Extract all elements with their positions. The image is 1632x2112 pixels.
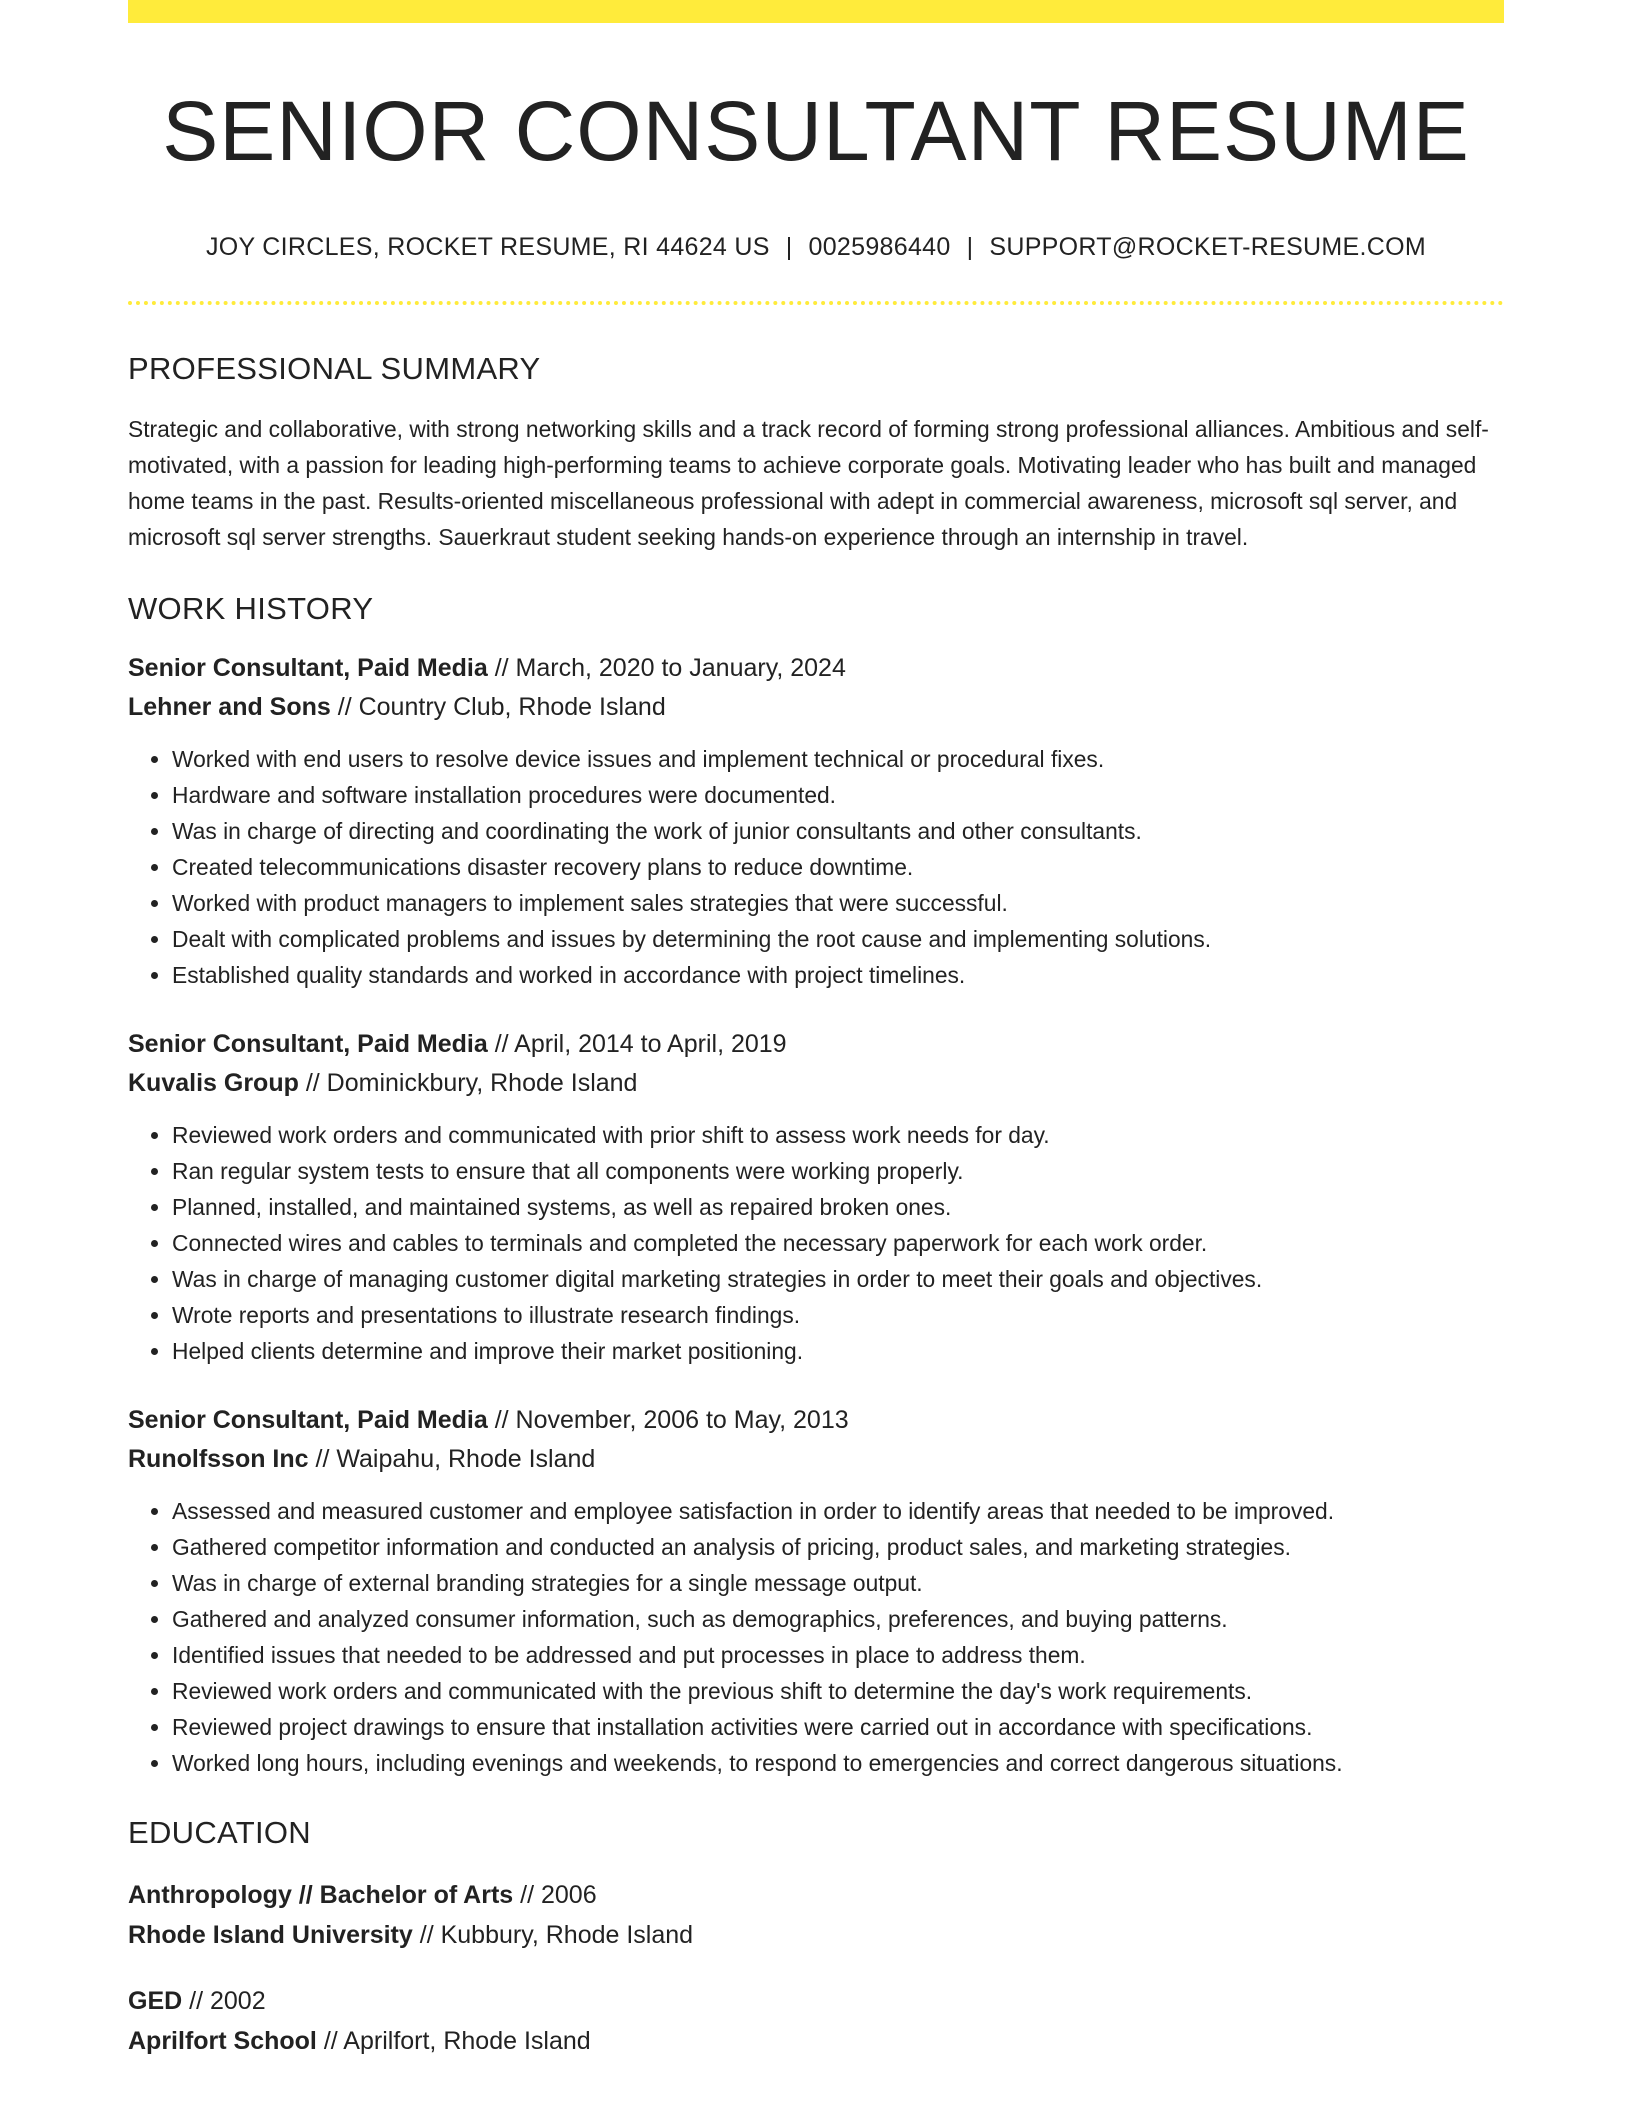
bullet-item: • Wrote reports and presentations to illustrate research findings. bbox=[172, 1297, 1504, 1333]
job-dates: // April, 2014 to April, 2019 bbox=[494, 1030, 787, 1059]
job-location: // Waipahu, Rhode Island bbox=[315, 1445, 596, 1474]
education-year: // 2006 bbox=[520, 1881, 597, 1910]
accent-top-bar bbox=[128, 0, 1504, 23]
education-degree: GED bbox=[128, 1987, 183, 2016]
job-dates: // November, 2006 to May, 2013 bbox=[494, 1406, 849, 1435]
education-heading: EDUCATION bbox=[128, 1815, 311, 1851]
bullet-item: • Gathered and analyzed consumer information, such as demographics, preferences, and buying patterns. bbox=[172, 1601, 1504, 1637]
bullet-item: • Established quality standards and worked in accordance with project timelines. bbox=[172, 957, 1504, 993]
job-title-line bbox=[128, 1025, 1504, 1064]
education-degree-line bbox=[128, 1875, 1504, 1915]
job-company: Kuvalis Group bbox=[128, 1069, 299, 1098]
education-year: // 2002 bbox=[189, 1987, 266, 2016]
education-school: Rhode Island University bbox=[128, 1921, 413, 1950]
job-company: Lehner and Sons bbox=[128, 693, 331, 722]
work-history-heading: WORK HISTORY bbox=[128, 591, 374, 627]
job-location: // Country Club, Rhode Island bbox=[337, 693, 666, 722]
bullet-item: • Was in charge of external branding strategies for a single message output. bbox=[172, 1565, 1504, 1601]
education-entry bbox=[128, 1875, 1504, 1955]
bullet-item: • Reviewed work orders and communicated with the previous shift to determine the day's work requirements. bbox=[172, 1673, 1504, 1709]
job-title: Senior Consultant, Paid Media bbox=[128, 654, 488, 683]
job-bullets bbox=[128, 1117, 1504, 1369]
education-location: // Kubbury, Rhode Island bbox=[419, 1921, 694, 1950]
resume-page bbox=[128, 0, 1504, 2061]
bullet-item: • Planned, installed, and maintained systems, as well as repaired broken ones. bbox=[172, 1189, 1504, 1225]
bullet-item: • Assessed and measured customer and employee satisfaction in order to identify areas that needed to be improved. bbox=[172, 1493, 1504, 1529]
education-school-line bbox=[128, 2021, 1504, 2061]
job-bullets bbox=[128, 1493, 1504, 1781]
bullet-item: • Connected wires and cables to terminals and completed the necessary paperwork for each work order. bbox=[172, 1225, 1504, 1261]
education-school: Aprilfort School bbox=[128, 2027, 317, 2056]
job-company: Runolfsson Inc bbox=[128, 1445, 309, 1474]
bullet-item: • Ran regular system tests to ensure that all components were working properly. bbox=[172, 1153, 1504, 1189]
job-dates: // March, 2020 to January, 2024 bbox=[494, 654, 846, 683]
contact-line bbox=[128, 233, 1504, 262]
bullet-item: • Worked with product managers to implement sales strategies that were successful. bbox=[172, 885, 1504, 921]
bullet-item: • Worked long hours, including evenings and weekends, to respond to emergencies and correct dangerous situations. bbox=[172, 1745, 1504, 1781]
job-company-line bbox=[128, 1440, 1504, 1479]
bullet-item: • Hardware and software installation procedures were documented. bbox=[172, 777, 1504, 813]
job-company-line bbox=[128, 688, 1504, 727]
contact-phone: 0025986440 bbox=[808, 233, 951, 262]
contact-address: JOY CIRCLES, ROCKET RESUME, RI 44624 US bbox=[205, 233, 770, 262]
job-title: Senior Consultant, Paid Media bbox=[128, 1406, 488, 1435]
job-entry bbox=[128, 649, 1504, 993]
education-entry bbox=[128, 1981, 1504, 2061]
contact-separator: | bbox=[785, 233, 793, 262]
summary-text: Strategic and collaborative, with strong networking skills and a track record of forming strong professional alliances. Ambitious and self-motivated, with a passion for leading high-performing teams to achieve corporate goals. Motivating leader who has built and managed home teams in the past. Results-oriented miscellaneous professional with adept in commercial awareness, microsoft sql server, and microsoft sql server strengths. Sauerkraut student seeking hands-on experience through an internship in travel. bbox=[128, 416, 1489, 551]
bullet-item: • Was in charge of directing and coordinating the work of junior consultants and other consultants. bbox=[172, 813, 1504, 849]
dotted-divider bbox=[128, 301, 1504, 305]
bullet-item: • Was in charge of managing customer digital marketing strategies in order to meet their goals and objectives. bbox=[172, 1261, 1504, 1297]
education-degree: Anthropology // Bachelor of Arts bbox=[128, 1881, 514, 1910]
contact-email: SUPPORT@ROCKET-RESUME.COM bbox=[989, 233, 1426, 262]
bullet-item: • Identified issues that needed to be addressed and put processes in place to address them. bbox=[172, 1637, 1504, 1673]
job-company-line bbox=[128, 1064, 1504, 1103]
job-entry bbox=[128, 1401, 1504, 1781]
bullet-item: • Reviewed work orders and communicated with prior shift to assess work needs for day. bbox=[172, 1117, 1504, 1153]
job-bullets bbox=[128, 741, 1504, 993]
job-entry bbox=[128, 1025, 1504, 1369]
bullet-item: • Reviewed project drawings to ensure that installation activities were carried out in accordance with specifications. bbox=[172, 1709, 1504, 1745]
education-location: // Aprilfort, Rhode Island bbox=[323, 2027, 591, 2056]
education-degree-line bbox=[128, 1981, 1504, 2021]
contact-separator: | bbox=[966, 233, 974, 262]
bullet-item: • Helped clients determine and improve their market positioning. bbox=[172, 1333, 1504, 1369]
job-location: // Dominickbury, Rhode Island bbox=[305, 1069, 638, 1098]
education-school-line bbox=[128, 1915, 1504, 1955]
bullet-item: • Gathered competitor information and conducted an analysis of pricing, product sales, and marketing strategies. bbox=[172, 1529, 1504, 1565]
job-title: Senior Consultant, Paid Media bbox=[128, 1030, 488, 1059]
bullet-item: • Worked with end users to resolve device issues and implement technical or procedural fixes. bbox=[172, 741, 1504, 777]
resume-title: SENIOR CONSULTANT RESUME bbox=[162, 84, 1470, 178]
summary-heading: PROFESSIONAL SUMMARY bbox=[128, 351, 541, 387]
bullet-item: • Created telecommunications disaster recovery plans to reduce downtime. bbox=[172, 849, 1504, 885]
job-title-line bbox=[128, 1401, 1504, 1440]
bullet-item: • Dealt with complicated problems and issues by determining the root cause and implementing solutions. bbox=[172, 921, 1504, 957]
job-title-line bbox=[128, 649, 1504, 688]
